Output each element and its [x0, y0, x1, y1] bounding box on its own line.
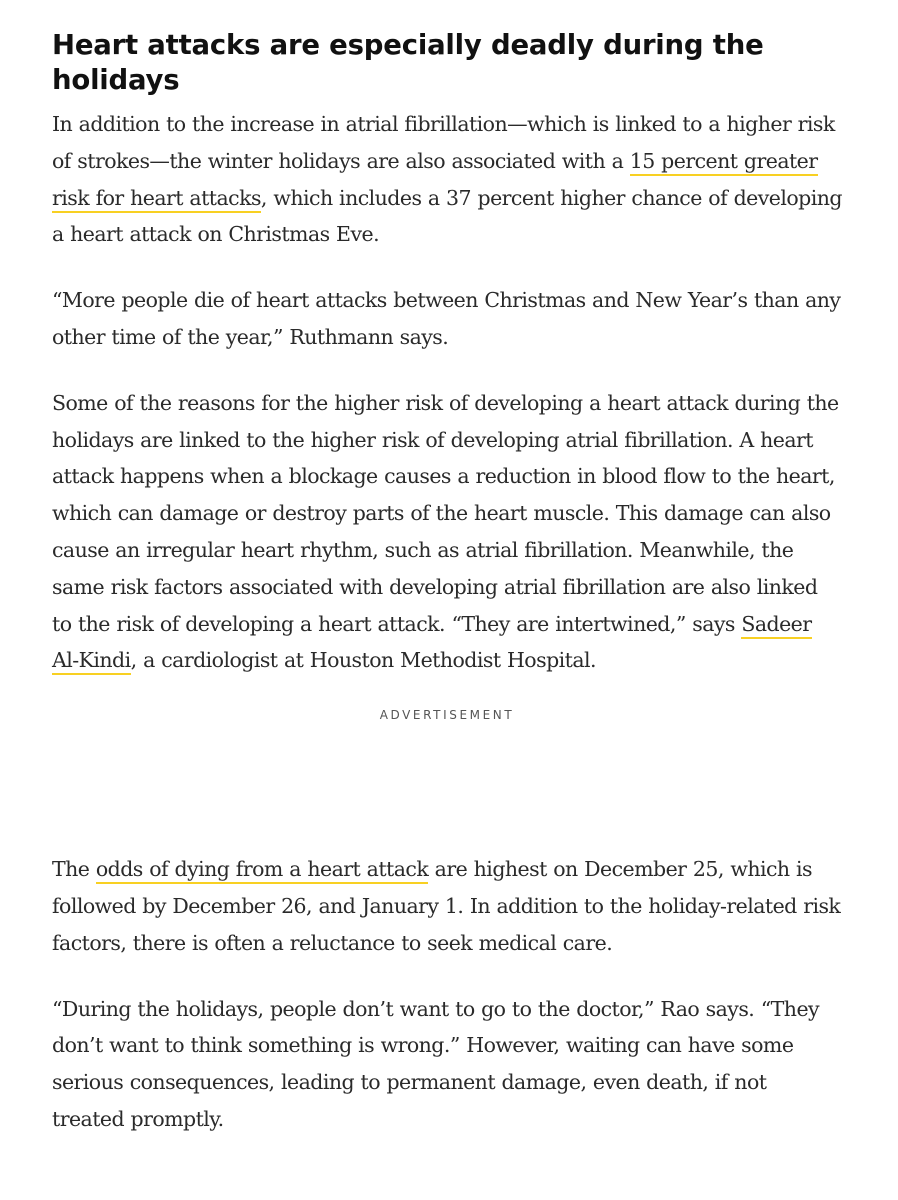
sadeer-al-kindi-link[interactable]: Sadeer Al-Kindi — [52, 612, 812, 676]
section-headline: Heart attacks are especially deadly during the holidays — [52, 29, 764, 96]
paragraph-5: “During the holidays, people don’t want to go to the doctor,” Rao says. “They don’t want to think something is wrong.” However, waiting can have some serious consequences, leading to permanent damage, even death, if not treated promptly. — [52, 996, 820, 1131]
paragraph-3-text-start: Some of the reasons for the higher risk of developing a heart attack during the holidays are linked to the higher risk of developing atrial fibrillation. A heart attack happens when a blockage causes a reduction in blood flow to the heart, which can damage or destroy parts of the heart muscle. This damage can also cause an irregular heart rhythm, such as atrial fibrillation. Meanwhile, the same risk factors associated with developing atrial fibrillation are also linked to the risk of developing a heart attack. “They are intertwined,” says — [52, 390, 839, 636]
heart-attack-risk-link[interactable]: 15 percent greater risk for heart attacks — [52, 149, 818, 213]
paragraph-4-text-end: are highest on December 25, which is followed by December 26, and January 1. In addition to the holiday-related risk factors, there is often a reluctance to seek medical care. — [52, 857, 841, 955]
paragraph-4 — [52, 851, 842, 961]
advertisement-label: ADVERTISEMENT — [379, 708, 515, 723]
paragraph-1 — [52, 106, 842, 253]
paragraph-1-text-start: In addition to the increase in atrial fibrillation—which is linked to a higher risk of strokes—the winter holidays are also associated with a — [52, 112, 835, 173]
paragraph-2: “More people die of heart attacks between Christmas and New Year’s than any other time of the year,” Ruthmann says. — [52, 288, 841, 349]
paragraph-1-text-end: , which includes a 37 percent higher chance of developing a heart attack on Christmas Eve. — [52, 185, 842, 247]
article-body — [52, 28, 842, 1167]
paragraph-3-text-end: , a cardiologist at Houston Methodist Hospital. — [130, 648, 596, 673]
odds-of-dying-link[interactable]: odds of dying from a heart attack — [96, 857, 428, 884]
paragraph-4-text-start: The — [52, 857, 96, 882]
paragraph-3 — [52, 385, 842, 679]
